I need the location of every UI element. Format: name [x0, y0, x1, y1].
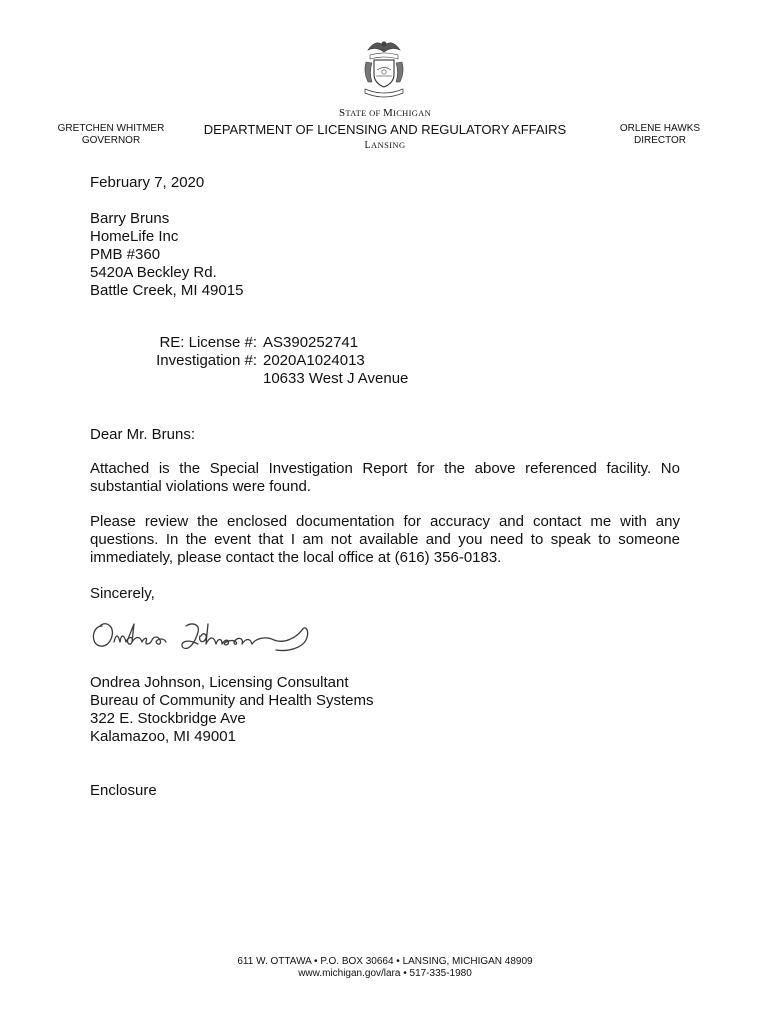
closing: Sincerely, — [90, 585, 155, 602]
reference-values — [263, 334, 408, 388]
footer-address: 611 W. OTTAWA • P.O. BOX 30664 • LANSING, MICHIGAN 48909 — [237, 956, 533, 967]
director-title: DIRECTOR — [633, 135, 687, 146]
city-heading-cap: L — [364, 140, 371, 151]
investigation-label: Investigation #: — [156, 352, 257, 369]
state-heading-rest-2: ICHIGAN — [393, 108, 432, 118]
governor-name: GRETCHEN WHITMER — [57, 123, 165, 134]
paragraph-contact: Please review the enclosed documentation for accuracy and contact me with any questions. In the event that I am not available and you need to speak to someone immediately, please contact the local office at (616) 356-0183. — [90, 513, 680, 566]
director-name: ORLENE HAWKS — [619, 123, 701, 134]
recipient-company: HomeLife Inc — [90, 228, 179, 245]
reference-labels — [140, 334, 257, 370]
state-heading-cap: S — [338, 107, 346, 119]
paragraph-report: Attached is the Special Investigation Report for the above referenced facility. No substantial violations were found. — [90, 460, 680, 495]
letter-date: February 7, 2020 — [90, 174, 205, 191]
state-heading-cap-2: M — [382, 107, 394, 119]
footer-web-phone: www.michigan.gov/lara • 517-335-1980 — [298, 968, 472, 979]
recipient-name: Barry Bruns — [90, 210, 170, 227]
state-heading — [0, 107, 770, 119]
sender-block — [90, 674, 373, 746]
license-label: RE: License #: — [159, 334, 257, 351]
state-heading-rest: TATE OF — [345, 108, 383, 118]
director-block — [612, 123, 708, 147]
sender-bureau: Bureau of Community and Health Systems — [90, 692, 374, 709]
recipient-city: Battle Creek, MI 49015 — [90, 282, 244, 299]
department-name: DEPARTMENT OF LICENSING AND REGULATORY AFFAIRS — [203, 122, 567, 137]
recipient-address — [90, 210, 243, 300]
recipient-pmb: PMB #360 — [90, 246, 161, 263]
signature-image — [88, 612, 314, 660]
footer — [0, 956, 770, 980]
sender-name-title: Ondrea Johnson, Licensing Consultant — [90, 674, 349, 691]
facility-address: 10633 West J Avenue — [263, 370, 409, 387]
governor-block — [54, 123, 168, 147]
recipient-street: 5420A Beckley Rd. — [90, 264, 217, 281]
salutation: Dear Mr. Bruns: — [90, 426, 196, 443]
sender-city: Kalamazoo, MI 49001 — [90, 728, 236, 745]
city-heading-rest: ANSING — [371, 140, 406, 150]
governor-title: GOVERNOR — [81, 135, 141, 146]
enclosure-note: Enclosure — [90, 782, 157, 799]
license-number: AS390252741 — [263, 334, 359, 351]
investigation-number: 2020A1024013 — [263, 352, 365, 369]
sender-street: 322 E. Stockbridge Ave — [90, 710, 246, 727]
state-seal-icon — [358, 36, 410, 98]
